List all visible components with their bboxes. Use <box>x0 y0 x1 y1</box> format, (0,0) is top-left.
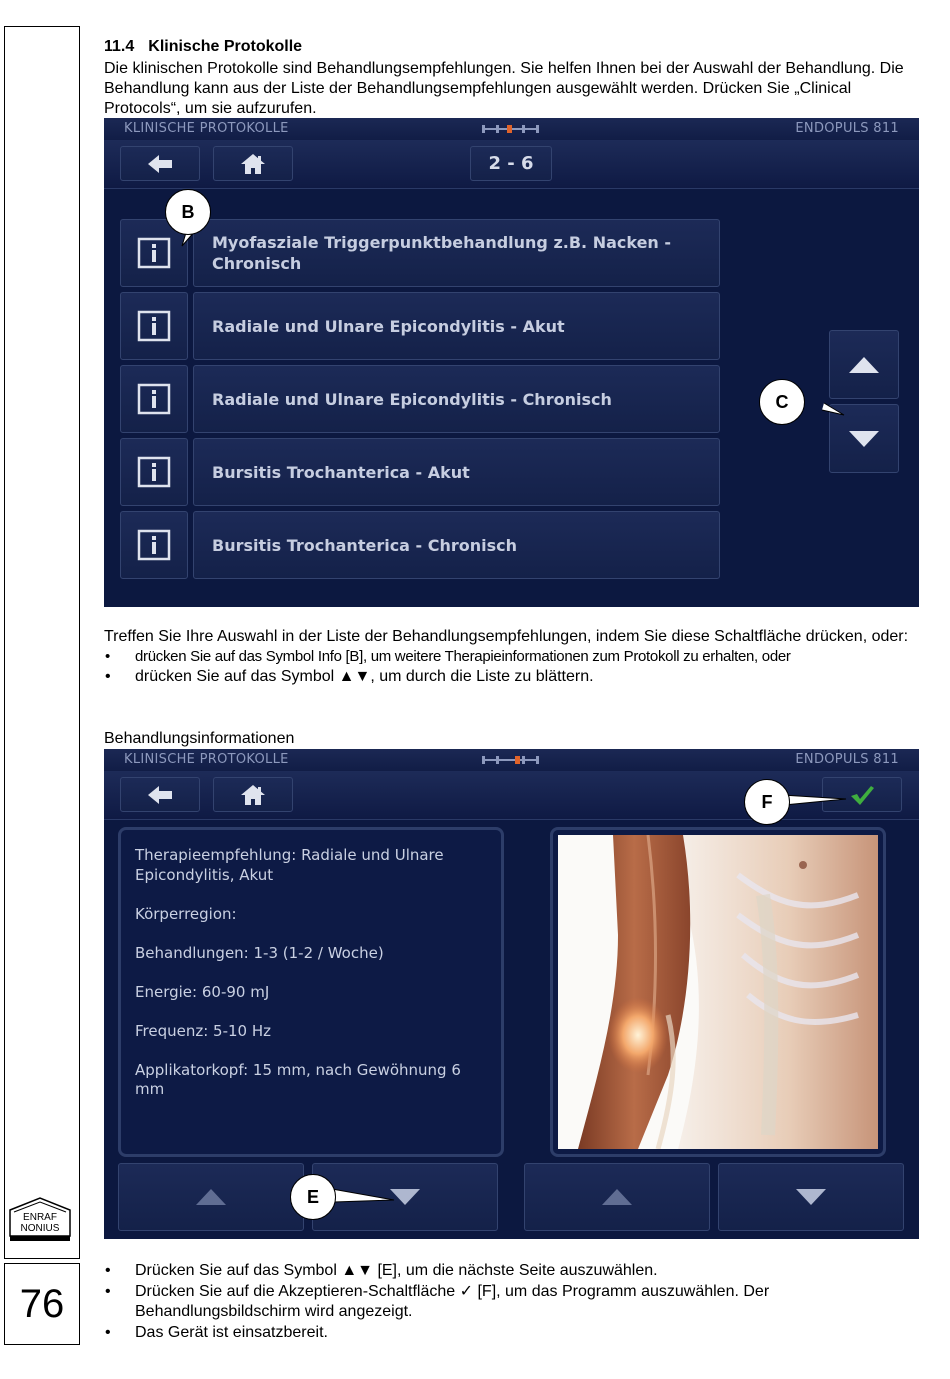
body-region: Körperregion: <box>135 904 237 923</box>
screen-title: KLINISCHE PROTOKOLLE <box>124 752 289 767</box>
protocol-item-2[interactable]: Radiale und Ulnare Epicondylitis - Akut <box>193 292 720 360</box>
section-heading <box>104 38 302 56</box>
enraf-nonius-logo <box>8 1196 72 1242</box>
callout-e: E <box>290 1174 336 1220</box>
margin-sidebar <box>4 26 80 1259</box>
bullet-ready: • Das Gerät ist einsatzbereit. <box>104 1323 914 1344</box>
page-indicator: 2 - 6 <box>470 146 552 181</box>
page-number: 76 <box>4 1263 80 1345</box>
frequency: Frequenz: 5-10 Hz <box>135 1021 272 1040</box>
protocol-item-3[interactable]: Radiale und Ulnare Epicondylitis - Chronisch <box>193 365 720 433</box>
section-title: Klinische Protokolle <box>148 38 303 55</box>
protocol-item-4[interactable]: Bursitis Trochanterica - Akut <box>193 438 720 506</box>
callout-leaders <box>104 749 919 1239</box>
final-instructions <box>104 1261 914 1343</box>
treatment-info-screen <box>104 749 919 1239</box>
therapy-recommendation: Therapieempfehlung: Radiale und Ulnare Epicondylitis, Akut <box>135 846 444 884</box>
logo-line-2: NONIUS <box>20 1223 60 1234</box>
final-bullets <box>104 1261 914 1343</box>
bullet-info: • drücken Sie auf das Symbol Info [B], um weitere Therapieinformationen zum Protokoll zu erhalten, oder <box>104 647 914 667</box>
protocol-item-5[interactable]: Bursitis Trochanterica - Chronisch <box>193 511 720 579</box>
section-number: 11.4 <box>104 38 135 55</box>
protocol-item-1[interactable]: Myofasziale Triggerpunktbehandlung z.B. Nacken - Chronisch <box>193 219 720 287</box>
selection-bullets <box>104 647 914 687</box>
callout-b: B <box>165 189 211 235</box>
device-name: ENDOPULS 811 <box>795 752 899 767</box>
screen-title: KLINISCHE PROTOKOLLE <box>124 121 289 136</box>
treatments: Behandlungen: 1-3 (1-2 / Woche) <box>135 943 384 962</box>
bullet-next-page: • Drücken Sie auf das Symbol ▲▼ [E], um die nächste Seite auszuwählen. <box>104 1261 914 1282</box>
callout-c: C <box>759 379 805 425</box>
logo-line-1: ENRAF <box>23 1212 57 1223</box>
applicator-head: Applikatorkopf: 15 mm, nach Gewöhnung 6 mm <box>135 1060 461 1098</box>
callout-f: F <box>744 779 790 825</box>
selection-instructions <box>104 627 914 687</box>
intro-paragraph: Die klinischen Protokolle sind Behandlungsempfehlungen. Sie helfen Ihnen bei der Auswahl der Behandlung. Die Behandlung kann aus der Liste der Behandlungsempfehlungen ausgewählt werden. Drücken Sie „Clinical Protocols“, um sie aufzurufen. <box>104 60 904 117</box>
bullet-accept: • Drücken Sie auf die Akzeptieren-Schaltfläche ✓ [F], um das Programm auszuwählen. Der Behandlungsbildschirm wird angezeigt. <box>104 1282 914 1323</box>
callout-leaders <box>104 118 919 607</box>
selection-text: Treffen Sie Ihre Auswahl in der Liste der Behandlungsempfehlungen, indem Sie diese Schaltfläche drücken, oder: <box>104 628 909 645</box>
bullet-scroll: • drücken Sie auf das Symbol ▲▼, um durch die Liste zu blättern. <box>104 667 914 687</box>
energy: Energie: 60-90 mJ <box>135 982 270 1001</box>
subheading: Behandlungsinformationen <box>104 730 295 747</box>
protocol-list-screen <box>104 118 919 607</box>
device-name: ENDOPULS 811 <box>795 121 899 136</box>
